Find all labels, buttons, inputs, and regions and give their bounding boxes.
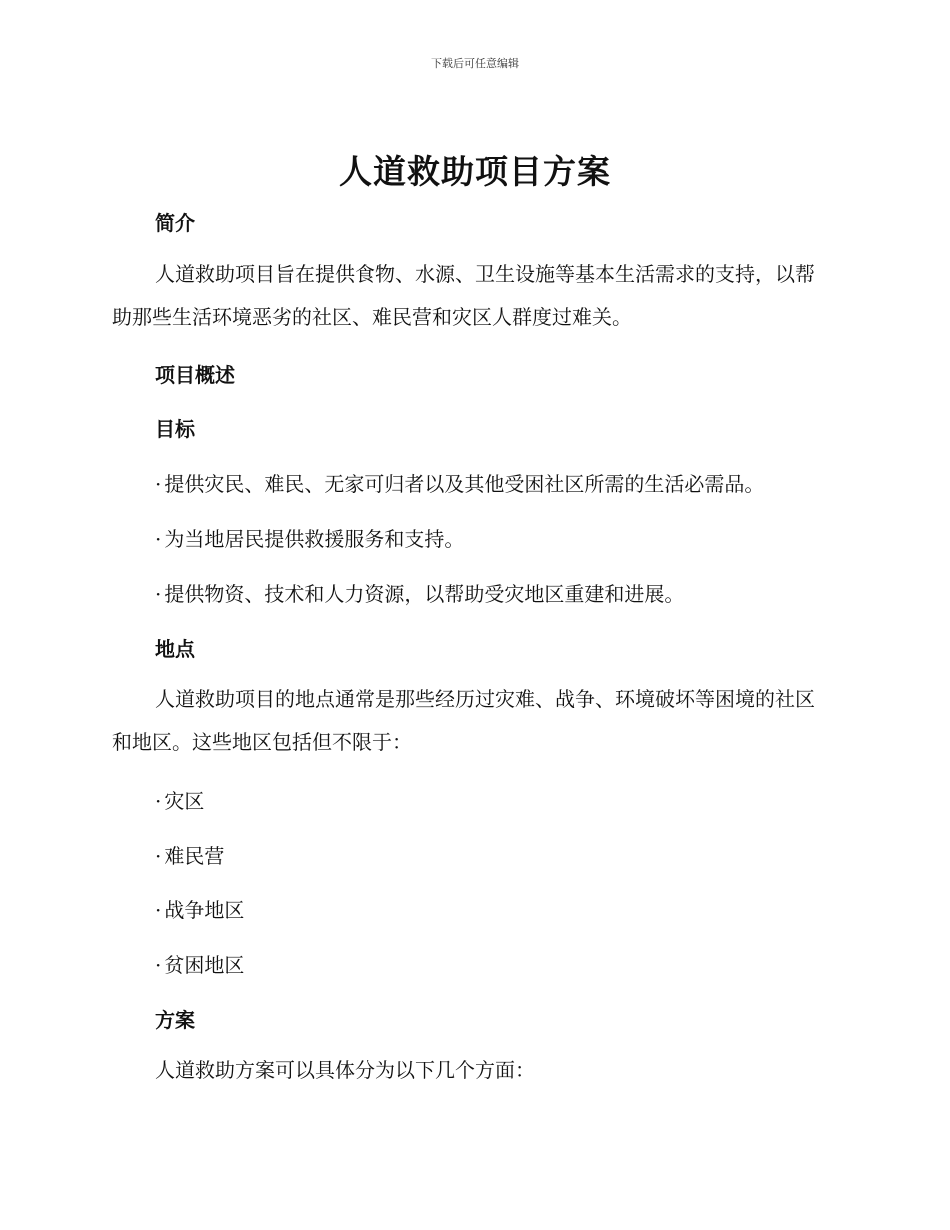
bullet-dot: · [155, 953, 162, 977]
heading-plan: 方案 [155, 1008, 195, 1032]
location-item-2 [155, 840, 224, 869]
goal-item-1 [155, 468, 764, 497]
heading-intro: 简介 [155, 211, 195, 235]
plan-paragraph: 人道救助方案可以具体分为以下几个方面： [155, 1058, 535, 1082]
goal-item-text: 为当地居民提供救援服务和支持。 [164, 527, 465, 551]
page-title: 人道救助项目方案 [339, 152, 611, 191]
goal-item-text: 提供物资、技术和人力资源，以帮助受灾地区重建和进展。 [164, 582, 685, 606]
bullet-dot: · [155, 789, 162, 813]
location-item-text: 贫困地区 [164, 953, 245, 977]
heading-goals: 目标 [155, 417, 195, 441]
heading-overview: 项目概述 [155, 363, 235, 387]
header-note: 下载后可任意编辑 [431, 57, 519, 70]
location-item-3 [155, 894, 244, 923]
bullet-dot: · [155, 844, 162, 868]
goal-item-text: 提供灾民、难民、无家可归者以及其他受困社区所需的生活必需品。 [164, 472, 765, 496]
bullet-dot: · [155, 472, 162, 496]
bullet-dot: · [155, 898, 162, 922]
location-item-1 [155, 785, 204, 814]
bullet-dot: · [155, 582, 162, 606]
location-paragraph: 人道救助项目的地点通常是那些经历过灾难、战争、环境破坏等困境的社区和地区。这些地区包括但不限于： [112, 687, 815, 754]
location-item-text: 战争地区 [164, 898, 245, 922]
location-item-text: 难民营 [164, 844, 225, 868]
bullet-dot: · [155, 527, 162, 551]
goal-item-2 [155, 523, 464, 552]
location-item-text: 灾区 [164, 789, 205, 813]
goal-item-3 [155, 578, 684, 607]
intro-paragraph: 人道救助项目旨在提供食物、水源、卫生设施等基本生活需求的支持，以帮助那些生活环境恶劣的社区、难民营和灾区人群度过难关。 [112, 262, 815, 329]
location-item-4 [155, 949, 244, 978]
heading-location: 地点 [155, 637, 195, 661]
